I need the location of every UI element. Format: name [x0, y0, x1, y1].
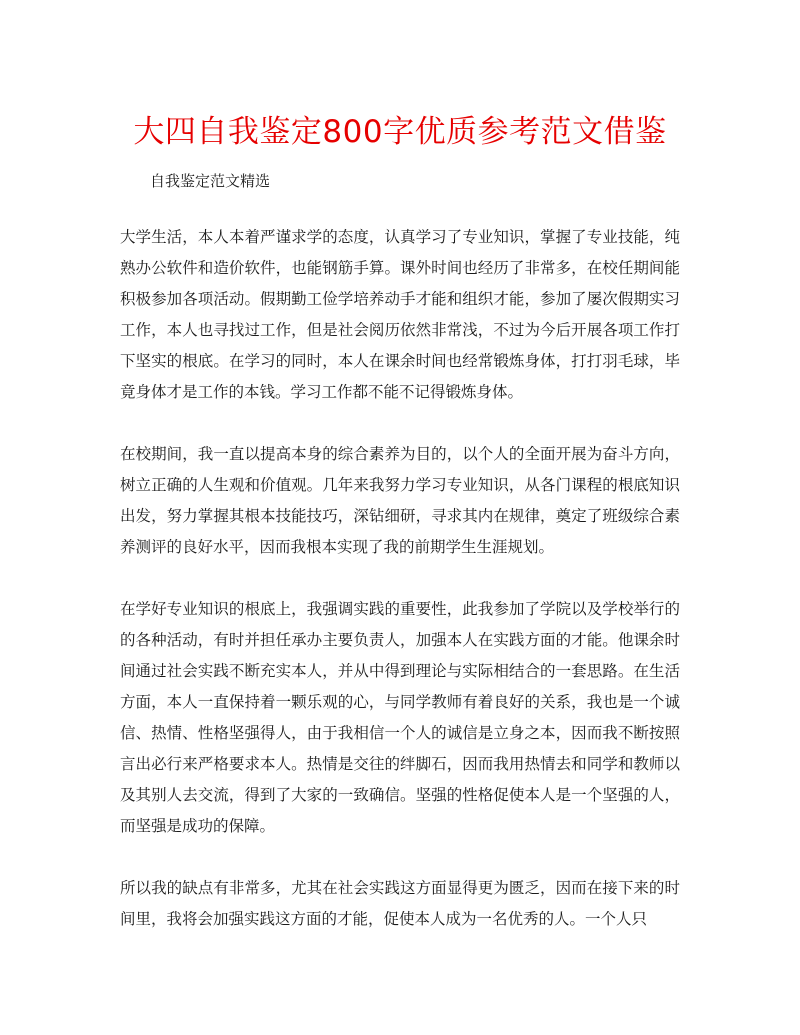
paragraph: 在校期间，我一直以提高本身的综合素养为目的，以个人的全面开展为奋斗方向，树立正确的人生观和价值观。几年来我努力学习专业知识，从各门课程的根底知识出发，努力掌握其根本技能技巧，深钻细研，寻求其内在规律，奠定了班级综合素养测评的良好水平，因而我根本实现了我的前期学生生涯规划。 — [120, 445, 680, 556]
document-body — [120, 222, 680, 966]
paragraph: 大学生活，本人本着严谨求学的态度，认真学习了专业知识，掌握了专业技能，纯熟办公软件和造价软件，也能钢筋手算。课外时间也经历了非常多，在校任期间能积极参加各项活动。假期勤工俭学培养动手才能和组织才能，参加了屡次假期实习工作，本人也寻找过工作，但是社会阅历依然非常浅，不过为今后开展各项工作打下坚实的根底。在学习的同时，本人在课余时间也经常锻炼身体，打打羽毛球，毕竟身体才是工作的本钱。学习工作都不能不记得锻炼身体。 — [120, 228, 680, 401]
paragraph: 所以我的缺点有非常多，尤其在社会实践这方面显得更为匮乏，因而在接下来的时间里，我将会加强实践这方面的才能，促使本人成为一名优秀的人。一个人只 — [120, 879, 680, 928]
paragraph: 在学好专业知识的根底上，我强调实践的重要性，此我参加了学院以及学校举行的的各种活动，有时并担任承办主要负责人，加强本人在实践方面的才能。他课余时间通过社会实践不断充实本人，并从中得到理论与实际相结合的一套思路。在生活方面，本人一直保持着一颗乐观的心，与同学教师有着良好的关系，我也是一个诚信、热情、性格坚强得人，由于我相信一个人的诚信是立身之本，因而我不断按照言出必行来严格要求本人。热情是交往的绊脚石，因而我用热情去和同学和教师以及其别人去交流，得到了大家的一致确信。坚强的性格促使本人是一个坚强的人，而坚强是成功的保障。 — [120, 600, 680, 835]
document-subtitle: 自我鉴定范文精选 — [150, 172, 271, 190]
document-title: 大四自我鉴定800字优质参考范文借鉴 — [133, 114, 667, 150]
